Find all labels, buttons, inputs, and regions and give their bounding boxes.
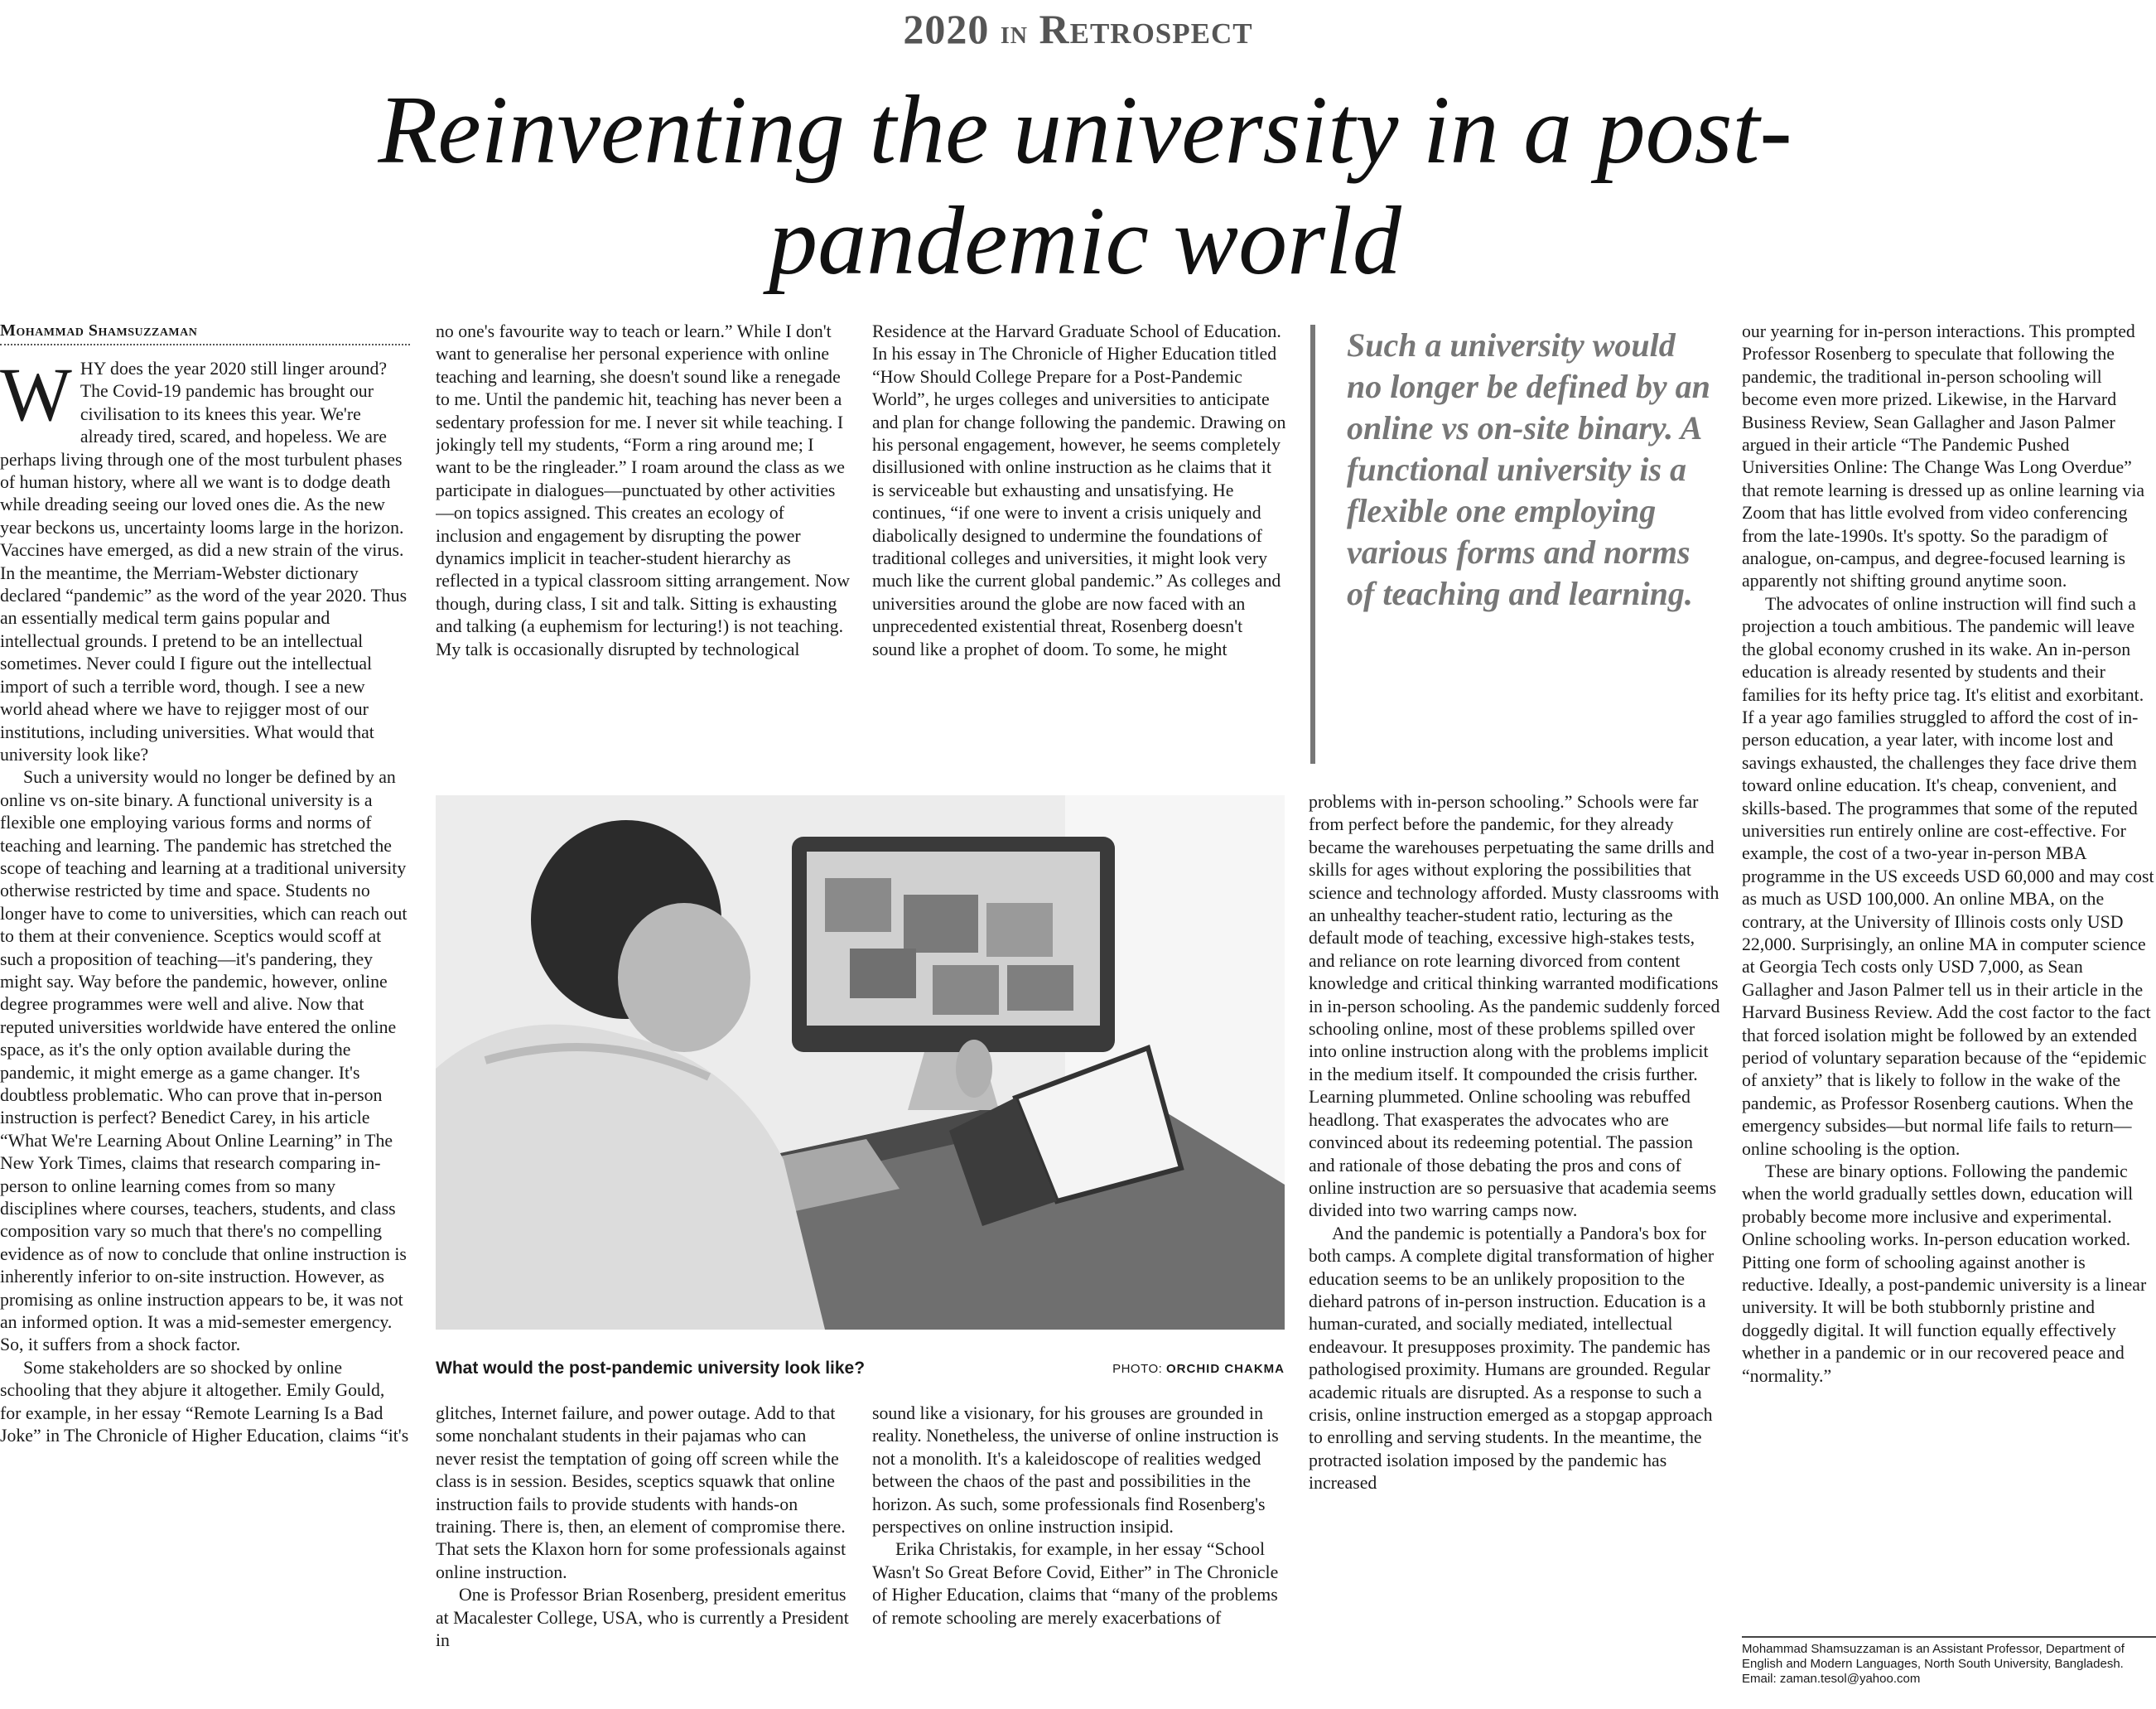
photo-credit-name: ORCHID CHAKMA [1166, 1362, 1285, 1376]
column-4 [1309, 791, 1721, 1709]
byline: Mohammad Shamsuzzaman [0, 321, 410, 345]
paragraph: sound like a visionary, for his grouses are grounded in reality. Nonetheless, the universe of online instruction is not a monolith. It's a kaleidoscope of realities wedged between the chaos of the past and possibilities in the horizon. As such, some professionals find Rosenberg's perspectives on online instruction insipid. [872, 1403, 1279, 1538]
paragraph: our yearning for in-person interactions. This prompted Professor Rosenberg to speculate that following the pandemic, the traditional in-person schooling will become even more prized. Likewise, in the Harvard Business Review, Sean Gallagher and Jason Palmer argued in their article “The Pandemic Pushed Universities Online: The Change Was Long Overdue” that remote learning is dressed up as online learning via Zoom that has little evolved from video conferencing from the late-1990s. It's spotty. So the paradigm of analogue, on-campus, and degree-focused learning is apparently not shifting ground anytime soon. [1742, 321, 2145, 591]
paragraph: no one's favourite way to teach or learn.” While I don't want to generalise her personal experience with online teaching and learning, she doesn't sound like a renegade to me. Until the pandemic hit, teaching has never been a sedentary profession for me. I never sit while teaching. I jokingly tell my students, “Form a ring around me; I want to be the ringleader.” I roam around the class as we participate in dialogues—punctuated by other activities—on topics assigned. This creates an ecology of inclusion and engagement by disrupting the power dynamics implicit in teacher-student hierarchy as reflected in a typical classroom sitting arrangement. Now though, during class, I sit and talk. Sitting is exhausting and talking (a euphemism for lecturing!) is not teaching. My talk is occasionally disrupted by technological [436, 321, 850, 659]
photo-credit-label: PHOTO: [1112, 1362, 1163, 1376]
paragraph: Residence at the Harvard Graduate School of Education. In his essay in The Chronicle of Higher Education titled “How Should College Prepare for a Post-Pandemic World”, he urges colleges and universities to anticipate and plan for change following the pandemic. Drawing on his personal engagement, however, he seems completely disillusioned with online instruction as he claims that it is serviceable but exhausting and unsatisfying. He continues, “if one were to invent a crisis uniquely and diabolically designed to undermine the foundations of traditional colleges and universities, it might look very much like the current global pandemic.” As colleges and universities around the globe are now faced with an unprecedented existential threat, Rosenberg doesn't sound like a prophet of doom. To some, he might [872, 321, 1286, 659]
author-email: Email: zaman.tesol@yahoo.com [1742, 1672, 1921, 1686]
paragraph: One is Professor Brian Rosenberg, president emeritus at Macalester College, USA, who is currently a President in [436, 1585, 849, 1651]
paragraph: WHY does the year 2020 still linger around? The Covid-19 pandemic has brought our civilisation to its knees this year. We're already tired, scared, and hopeless. We are perhaps living through one of the most turbulent phases of human history, where all we want is to dodge death while dreading seeing our loved ones die. As the new year beckons us, uncertainty looms large in the horizon. Vaccines have emerged, as did a new strain of the virus. In the meantime, the Merriam-Webster dictionary declared “pandemic” as the word of the year 2020. Thus an essentially medical term gains popular and intellectual grounds. I pretend to be an intellectual sometimes. Never could I figure out the intellectual import of such a terrible word, though. I see a new world ahead where we have to rejigger most of our institutions, including universities. What would that university look like? [0, 358, 408, 765]
headline: Reinventing the university in a post-pandemic world [378, 75, 1792, 295]
paragraph: glitches, Internet failure, and power outage. Add to that some nonchalant students in their pajamas who can never resist the temptation of going off screen while the class is in session. Besides, sceptics squawk that online instruction fails to provide students with hands-on training. There is, then, an element of compromise there. That sets the Klaxon horn for some professionals against online instruction. [436, 1403, 846, 1582]
paragraph: And the pandemic is potentially a Pandora's box for both camps. A complete digital transformation of higher education seems to be an unlikely proposition to the diehard patrons of in-person instruction. Education is a human-curated, and socially mediated, intellectual endeavour. It presupposes proximity. The pandemic has pathologised proximity. Humans are grounded. Regular academic rituals are disrupted. As a response to such a crisis, online instruction emerged as a stopgap approach to enrolling and serving students. In the meantime, the protracted isolation imposed by the pandemic has increased [1309, 1223, 1715, 1494]
column-2-top [436, 321, 850, 764]
column-3-top [872, 321, 1286, 764]
photo-illustration [436, 795, 1285, 1330]
author-bio [1742, 1636, 2156, 1687]
paragraph: Some stakeholders are so shocked by online schooling that they abjure it altogether. Emily Gould, for example, in her essay “Remote Learning Is a Bad Joke” in The Chronicle of Higher Education, claims “it's [0, 1357, 409, 1446]
section-kicker [0, 5, 2156, 53]
column-2-bottom [436, 1402, 850, 1709]
pull-quote: Such a university would no longer be defined by an online vs on-site binary. A functional university is a flexible one employing various forms and norms of teaching and learning. [1310, 325, 1711, 764]
column-5 [1742, 321, 2156, 1629]
column-3-bottom [872, 1402, 1286, 1709]
paragraph: Erika Christakis, for example, in her essay “School Wasn't So Great Before Covid, Either” in The Chronicle of Higher Education, claims that “many of the problems of remote schooling are merely exacerbations of [872, 1539, 1279, 1628]
paragraph: The advocates of online instruction will find such a projection a touch ambitious. The pandemic will leave the global economy crushed in its wake. An in-person education is already resented by students and their families for its hefty price tag. It's elitist and exorbitant. If a year ago families struggled to afford the cost of in-person education, a year later, with income lost and savings exhausted, the challenges they face drive them toward online education. It's cheap, convenient, and skills-based. The programmes that some of the reputed universities run entirely online are cost-effective. For example, the cost of a two-year in-person MBA programme in the US exceeds USD 60,000 and may cost as much as USD 100,000. An online MBA, on the contrary, at the University of Illinois costs only USD 22,000. Surprisingly, an online MA in computer science at Georgia Tech costs only USD 7,000, as Sean Gallagher and Jason Palmer tell us in their article in the Harvard Business Review. Add the cost factor to the fact that forced isolation might be followed by an extended period of voluntary separation because of the “epidemic of anxiety” that is likely to follow in the wake of the pandemic, as Professor Rosenberg cautions. When the emergency subsides—but normal life fails to return—online schooling is the option. [1742, 593, 2154, 1159]
drop-cap: W [0, 358, 72, 437]
photo-caption: What would the post-pandemic university look like? [436, 1359, 866, 1378]
paragraph: problems with in-person schooling.” Schools were far from perfect before the pandemic, for they already became the warehouses perpetuating the same drills and skills for ages without exploring the possibilities that science and technology afforded. Musty classrooms with an unhealthy teacher-student ratio, lecturing as the default mode of teaching, excessive high-stakes tests, and reliance on rote learning divorced from content knowledge and critical thinking warranted modifications in in-person schooling. As the pandemic suddenly forced schooling online, most of these problems spilled over into online instruction along with the problems implicit in the medium itself. It compounded the crisis further. Learning plummeted. Online schooling was rebuffed headlong. That exasperates the advocates who are convinced about its redeeming potential. The passion and rationale of those debating the pros and cons of online instruction are so persuasive that academia seems divided into two warring camps now. [1309, 792, 1720, 1221]
photo-caption-bar [436, 1359, 1285, 1383]
column-1 [0, 358, 410, 1709]
author-bio-text: Mohammad Shamsuzzaman is an Assistant Professor, Department of English and Modern Languages, North South University, Bangladesh. [1742, 1642, 2125, 1671]
kicker-year: 2020 [903, 6, 990, 52]
kicker-connector: in [1000, 13, 1028, 51]
paragraph: These are binary options. Following the pandemic when the world gradually settles down, education will probably become more inclusive and experimental. Online schooling works. In-person education worked. Pitting one form of schooling against another is reductive. Ideally, a post-pandemic university is a linear university. It will be both stubbornly pristine and doggedly digital. It will function equally effectively whether in a pandemic or in our recovered peace and “normality.” [1742, 1161, 2147, 1386]
paragraph: Such a university would no longer be defined by an online vs on-site binary. A functional university is a flexible one employing various forms and norms of teaching and learning. The pandemic has stretched the scope of teaching and learning at a traditional university otherwise restricted by time and space. Students no longer have to come to universities, which can reach out to them at their convenience. Sceptics would scoff at such a proposition of teaching—it's pandering, they might say. Way before the pandemic, however, online degree programmes were well and alive. Now that reputed universities worldwide have entered the online space, as it's the only option available during the pandemic, it might emerge as a game changer. It's doubtless problematic. Who can prove that in-person instruction is perfect? Benedict Carey, in his article “What We're Learning About Online Learning” in The New York Times, claims that research comparing in-person to online learning comes from so many disciplines where courses, teachers, students, and class composition vary so much that there's no compelling evidence as of now to conclude that online instruction is inherently inferior to on-site instruction. However, as promising as online instruction appears to be, it was not an informed option. It was a mid-semester emergency. So, it suffers from a shock factor. [0, 767, 408, 1355]
article-photo [436, 795, 1285, 1330]
photo-credit [1112, 1362, 1285, 1376]
kicker-word: Retrospect [1039, 6, 1253, 52]
